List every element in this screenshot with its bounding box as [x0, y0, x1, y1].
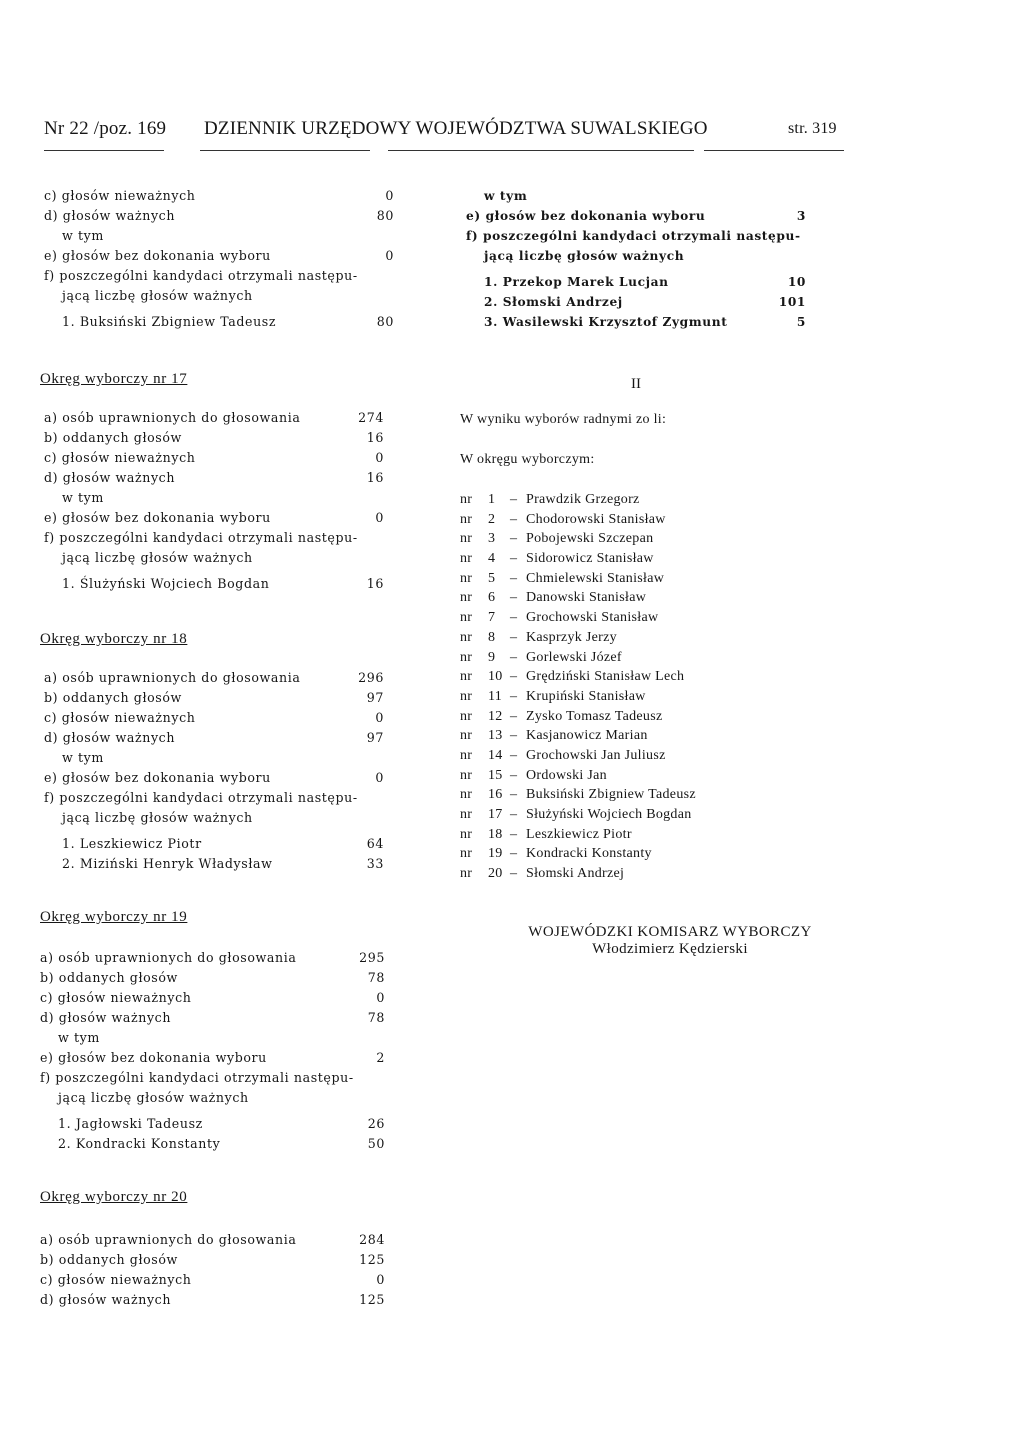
winner-number: 15 — [488, 767, 503, 783]
result-line: c) głosów nieważnych 0 — [44, 710, 384, 725]
winner-row — [460, 746, 696, 766]
winner-row — [460, 549, 696, 569]
winner-dash: – — [510, 531, 518, 547]
intro-line: W wyniku wyborów radnymi zo li: — [460, 412, 667, 427]
result-line: c) głosów nieważnych 0 — [40, 1272, 385, 1287]
winner-number: 12 — [488, 708, 503, 724]
winner-nr-label: nr — [460, 826, 473, 842]
winner-row — [460, 726, 696, 746]
candidate-line: 2. Miziński Henryk Władysław 33 — [62, 856, 384, 871]
header-page-number: str. 319 — [788, 120, 837, 137]
candidate-line: 2. Kondracki Konstanty 50 — [58, 1136, 385, 1151]
winner-dash: – — [510, 570, 518, 586]
section-ii-subintro — [460, 450, 595, 470]
winner-dash: – — [510, 669, 518, 685]
result-line: jącą liczbę głosów ważnych — [62, 288, 253, 303]
winners-list — [460, 490, 696, 884]
winner-nr-label: nr — [460, 669, 473, 685]
winner-nr-label: nr — [460, 688, 473, 704]
result-line: jącą liczbę głosów ważnych — [58, 1090, 249, 1105]
winner-row — [460, 529, 696, 549]
winner-number: 17 — [488, 807, 503, 822]
okreg-18-title: Okręg wyborczy nr 18 — [40, 631, 188, 647]
winner-name: Pobojewski Szczepan — [526, 531, 654, 547]
winner-number: 3 — [488, 531, 496, 547]
result-line: f) poszczególni kandydaci otrzymali następu- — [40, 1070, 354, 1085]
winner-name: Grochowski Stanisław — [526, 610, 659, 626]
result-line: b) oddanych głosów 16 — [44, 430, 384, 445]
winner-row — [460, 825, 696, 845]
winner-dash: – — [510, 551, 518, 567]
winner-name: Danowski Stanisław — [526, 590, 647, 606]
okreg-17-block — [44, 408, 394, 594]
result-line: d) głosów ważnych 16 — [44, 470, 384, 485]
winner-nr-label: nr — [460, 610, 473, 626]
result-line: f) poszczególni kandydaci otrzymali następu- — [466, 229, 801, 243]
winner-number: 4 — [488, 551, 496, 567]
section-ii-intro — [460, 410, 666, 430]
candidate-line: 1. Jagłowski Tadeusz 26 — [58, 1116, 385, 1131]
result-line: c) głosów nieważnych 0 — [44, 450, 384, 465]
winner-dash: – — [510, 492, 518, 507]
result-line: a) osób uprawnionych do głosowania 284 — [40, 1232, 385, 1247]
winner-number: 9 — [488, 649, 496, 665]
result-line: c) głosów nieważnych 0 — [40, 990, 385, 1005]
result-line: a) osób uprawnionych do głosowania 274 — [44, 410, 384, 425]
winner-dash: – — [510, 846, 518, 862]
winner-number: 8 — [488, 629, 496, 645]
section-ii-numeral: II — [631, 376, 641, 392]
result-line: jącą liczbę głosów ważnych — [62, 550, 253, 565]
winner-nr-label: nr — [460, 570, 473, 586]
winner-name: Leszkiewicz Piotr — [526, 826, 632, 842]
winner-dash: – — [510, 787, 518, 803]
winner-number: 18 — [488, 826, 503, 842]
winner-number: 6 — [488, 590, 496, 606]
winner-dash: – — [510, 688, 518, 704]
winner-row — [460, 766, 696, 786]
result-line: e) głosów bez dokonania wyboru 0 — [44, 510, 384, 525]
winner-row — [460, 805, 696, 825]
winner-dash: – — [510, 590, 518, 606]
winner-name: Grędziński Stanisław Lech — [526, 669, 685, 685]
winner-name: Kasjanowicz Marian — [526, 728, 648, 744]
winner-row — [460, 588, 696, 608]
winner-nr-label: nr — [460, 767, 473, 783]
winner-row — [460, 628, 696, 648]
winner-nr-label: nr — [460, 511, 473, 527]
winner-name: Prawdzik Grzegorz — [526, 492, 640, 507]
winner-number: 11 — [488, 688, 503, 704]
subintro-line: W okręgu wyborczym: — [460, 452, 595, 467]
winner-nr-label: nr — [460, 492, 473, 507]
winner-row — [460, 687, 696, 707]
winner-row — [460, 785, 696, 805]
winner-number: 16 — [488, 787, 503, 803]
header-rule — [704, 150, 844, 151]
result-line: e) głosów bez dokonania wyboru 0 — [44, 770, 384, 785]
winner-number: 14 — [488, 747, 503, 763]
result-line: e) głosów bez dokonania wyboru 2 — [40, 1050, 385, 1065]
winner-nr-label: nr — [460, 629, 473, 645]
winner-nr-label: nr — [460, 807, 473, 822]
winner-number: 7 — [488, 610, 496, 626]
result-line: d) głosów ważnych 80 — [44, 208, 394, 223]
result-line: a) osób uprawnionych do głosowania 295 — [40, 950, 385, 965]
result-line: f) poszczególni kandydaci otrzymali następu- — [44, 790, 358, 805]
winner-row — [460, 864, 696, 884]
okreg-17-title: Okręg wyborczy nr 17 — [40, 371, 188, 387]
candidate-line: 2. Słomski Andrzej 101 — [484, 295, 806, 309]
result-line: w tym — [62, 228, 104, 243]
winner-number: 2 — [488, 511, 496, 527]
winner-row — [460, 648, 696, 668]
result-line: w tym — [62, 490, 104, 505]
header-journal-title: DZIENNIK URZĘDOWY WOJEWÓDZTWA SUWALSKIEGO — [204, 118, 708, 139]
winner-row — [460, 510, 696, 530]
winner-dash: – — [510, 708, 518, 724]
winner-dash: – — [510, 610, 518, 626]
winner-name: Gorlewski Józef — [526, 649, 622, 665]
result-line: e) głosów bez dokonania wyboru 3 — [466, 209, 806, 223]
okreg-20-block — [40, 1230, 400, 1310]
winner-row — [460, 844, 696, 864]
candidate-line: 1. Przekop Marek Lucjan 10 — [484, 275, 806, 289]
result-line: jącą liczbę głosów ważnych — [484, 249, 685, 263]
winner-row — [460, 490, 696, 510]
left-top-block — [44, 186, 394, 332]
winner-number: 20 — [488, 866, 503, 882]
result-line: a) osób uprawnionych do głosowania 296 — [44, 670, 384, 685]
winner-nr-label: nr — [460, 531, 473, 547]
okreg-20-title: Okręg wyborczy nr 20 — [40, 1189, 188, 1205]
signature-block — [500, 924, 840, 958]
candidate-line: 3. Wasilewski Krzysztof Zygmunt 5 — [484, 315, 806, 329]
result-line: b) oddanych głosów 78 — [40, 970, 385, 985]
header-rule — [44, 150, 164, 151]
winner-name: Chmielewski Stanisław — [526, 570, 665, 586]
winner-row — [460, 569, 696, 589]
winner-number: 10 — [488, 669, 503, 685]
winner-name: Kondracki Konstanty — [526, 846, 652, 862]
winner-dash: – — [510, 728, 518, 744]
result-line: d) głosów ważnych 125 — [40, 1292, 385, 1307]
candidate-line: 1. Ślużyński Wojciech Bogdan 16 — [62, 576, 384, 591]
winner-name: Ordowski Jan — [526, 767, 607, 783]
winner-nr-label: nr — [460, 551, 473, 567]
winner-name: Słomski Andrzej — [526, 866, 625, 882]
signature-title: WOJEWÓDZKI KOMISARZ WYBORCZY — [528, 924, 812, 940]
winner-number: 19 — [488, 846, 503, 862]
winner-number: 1 — [488, 492, 496, 507]
winner-name: Buksiński Zbigniew Tadeusz — [526, 787, 696, 803]
okreg-19-block — [40, 948, 400, 1154]
winner-dash: – — [510, 629, 518, 645]
winner-nr-label: nr — [460, 708, 473, 724]
winner-dash: – — [510, 511, 518, 527]
result-line: f) poszczególni kandydaci otrzymali następu- — [44, 268, 358, 283]
winner-nr-label: nr — [460, 787, 473, 803]
winner-nr-label: nr — [460, 590, 473, 606]
result-line: b) oddanych głosów 97 — [44, 690, 384, 705]
winner-number: 5 — [488, 570, 496, 586]
result-line: jącą liczbę głosów ważnych — [62, 810, 253, 825]
winner-name: Chodorowski Stanisław — [526, 511, 666, 527]
winner-dash: – — [510, 767, 518, 783]
result-line: f) poszczególni kandydaci otrzymali następu- — [44, 530, 358, 545]
winner-dash: – — [510, 826, 518, 842]
result-line: w tym — [58, 1030, 100, 1045]
winner-nr-label: nr — [460, 728, 473, 744]
header-rule — [200, 150, 370, 151]
candidate-line: 1. Buksiński Zbigniew Tadeusz 80 — [62, 314, 394, 329]
winner-name: Sidorowicz Stanisław — [526, 551, 654, 567]
header-rule — [388, 150, 694, 151]
winner-nr-label: nr — [460, 846, 473, 862]
winner-number: 13 — [488, 728, 503, 744]
winner-name: Grochowski Jan Juliusz — [526, 747, 666, 763]
result-line: d) głosów ważnych 78 — [40, 1010, 385, 1025]
winner-dash: – — [510, 747, 518, 763]
winner-name: Służyński Wojciech Bogdan — [526, 807, 692, 822]
winner-name: Kasprzyk Jerzy — [526, 629, 617, 645]
signature-name: Włodzimierz Kędzierski — [592, 941, 748, 957]
candidate-line: 1. Leszkiewicz Piotr 64 — [62, 836, 384, 851]
right-top-block — [466, 186, 816, 332]
winner-dash: – — [510, 807, 518, 822]
winner-row — [460, 707, 696, 727]
winner-nr-label: nr — [460, 747, 473, 763]
winner-dash: – — [510, 866, 518, 882]
result-line: d) głosów ważnych 97 — [44, 730, 384, 745]
okreg-18-block — [44, 668, 394, 874]
winner-nr-label: nr — [460, 866, 473, 882]
result-line: c) głosów nieważnych 0 — [44, 188, 394, 203]
winner-nr-label: nr — [460, 649, 473, 665]
result-line: e) głosów bez dokonania wyboru 0 — [44, 248, 394, 263]
header-issue: Nr 22 /poz. 169 — [44, 118, 167, 139]
winner-dash: – — [510, 649, 518, 665]
winner-row — [460, 667, 696, 687]
result-line: w tym — [62, 750, 104, 765]
winner-name: Krupiński Stanisław — [526, 688, 646, 704]
result-line: w tym — [484, 189, 528, 203]
winner-row — [460, 608, 696, 628]
result-line: b) oddanych głosów 125 — [40, 1252, 385, 1267]
winner-name: Zysko Tomasz Tadeusz — [526, 708, 663, 724]
okreg-19-title: Okręg wyborczy nr 19 — [40, 909, 188, 925]
